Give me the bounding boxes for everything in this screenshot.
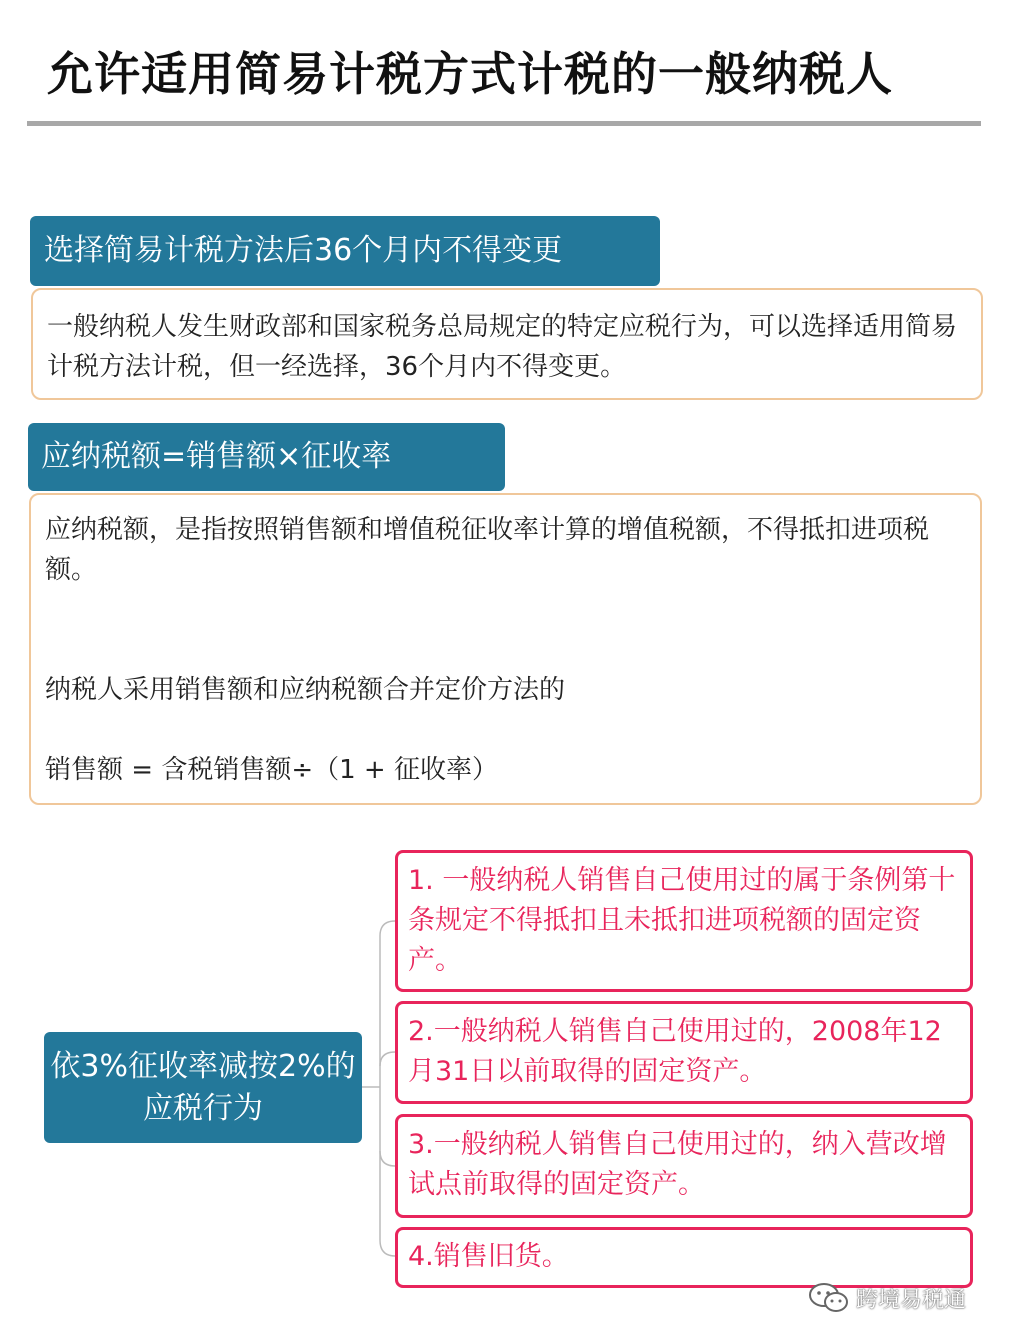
mindmap-item-2: 2.一般纳税人销售自己使用过的，2008年12月31日以前取得的固定资产。 [395, 1001, 973, 1104]
section2-line1: 应纳税额，是指按照销售额和增值税征收率计算的增值税额，不得抵扣进项税额。 [45, 515, 930, 585]
watermark [808, 1280, 966, 1316]
section2-line3: 销售额 = 含税销售额÷（1 + 征收率） [45, 755, 498, 785]
wechat-icon [808, 1281, 850, 1315]
mindmap-item-1: 1. 一般纳税人销售自己使用过的属于条例第十条规定不得抵扣且未抵扣进项税额的固定资产。 [395, 850, 973, 992]
page-title: 允许适用简易计税方式计税的一般纳税人 [47, 47, 893, 101]
mindmap-root: 依3%征收率减按2%的应税行为 [44, 1032, 362, 1143]
mindmap-item-3: 3.一般纳税人销售自己使用过的，纳入营改增试点前取得的固定资产。 [395, 1114, 973, 1218]
section2-line2: 纳税人采用销售额和应纳税额合并定价方法的 [45, 675, 566, 705]
section1-body: 一般纳税人发生财政部和国家税务总局规定的特定应税行为，可以选择适用简易计税方法计税，但一经选择，36个月内不得变更。 [31, 288, 983, 400]
watermark-text: 跨境易税通 [856, 1287, 967, 1313]
section2-tag: 应纳税额=销售额×征收率 [28, 423, 505, 491]
mindmap-item-4: 4.销售旧货。 [395, 1227, 973, 1288]
section1-tag: 选择简易计税方法后36个月内不得变更 [30, 216, 660, 286]
